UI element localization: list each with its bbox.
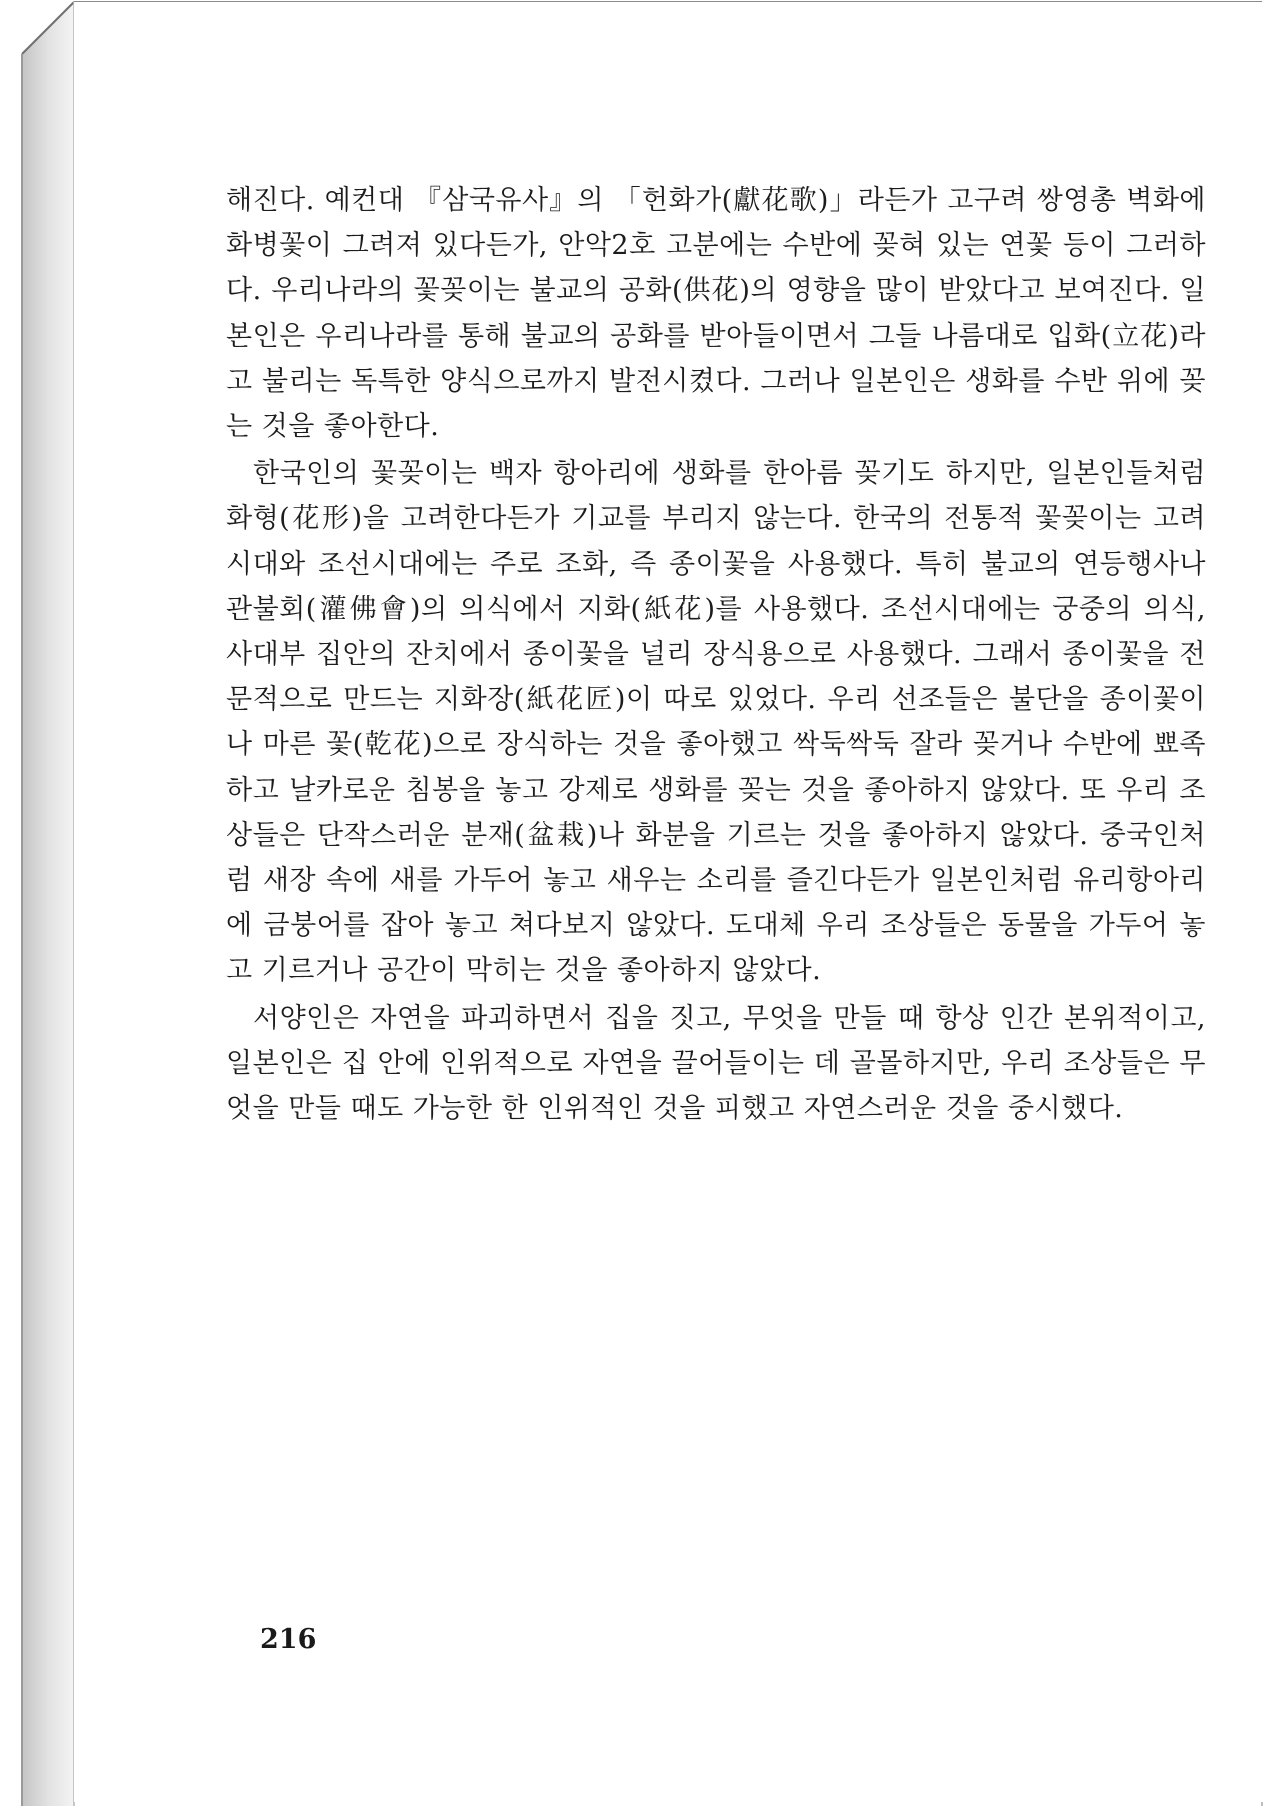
paragraph: 해진다. 예컨대 『삼국유사』의 「헌화가(獻花歌)」라든가 고구려 쌍영총 벽화에 화병꽃이 그려져 있다든가, 안악2호 고분에는 수반에 꽂혀 있는 연꽃 등이 그러하다. 우리나라의 꽃꽂이는 불교의 공화(供花)의 영향을 많이 받았다고 보여진다. 일본인은 우리나라를 통해 불교의 공화를 받아들이면서 그들 나름대로 입화(立花)라고 불리는 독특한 양식으로까지 발전시켰다. 그러나 일본인은 생화를 수반 위에 꽂는 것을 좋아한다.	[226, 185, 1206, 443]
book-page	[74, 2, 1264, 1802]
page-number: 216	[260, 1624, 317, 1655]
body-text	[226, 178, 1206, 1133]
paragraph: 서양인은 자연을 파괴하면서 집을 짓고, 무엇을 만들 때 항상 인간 본위적이고, 일본인은 집 안에 인위적으로 자연을 끌어들이는 데 골몰하지만, 우리 조상들은 무엇을 만들 때도 가능한 한 인위적인 것을 피했고 자연스러운 것을 중시했다.	[226, 1002, 1206, 1125]
paragraph: 한국인의 꽃꽂이는 백자 항아리에 생화를 한아름 꽂기도 하지만, 일본인들처럼 화형(花形)을 고려한다든가 기교를 부리지 않는다. 한국의 전통적 꽃꽂이는 고려시대와 조선시대에는 주로 조화, 즉 종이꽃을 사용했다. 특히 불교의 연등행사나 관불회(灌佛會)의 의식에서 지화(紙花)를 사용했다. 조선시대에는 궁중의 의식, 사대부 집안의 잔치에서 종이꽃을 널리 장식용으로 사용했다. 그래서 종이꽃을 전문적으로 만드는 지화장(紙花匠)이 따로 있었다. 우리 선조들은 불단을 종이꽃이나 마른 꽃(乾花)으로 장식하는 것을 좋아했고 싹둑싹둑 잘라 꽂거나 수반에 뾰족하고 날카로운 침봉을 놓고 강제로 생화를 꽂는 것을 좋아하지 않았다. 또 우리 조상들은 단작스러운 분재(盆栽)나 화분을 기르는 것을 좋아하지 않았다. 중국인처럼 새장 속에 새를 가두어 놓고 새우는 소리를 즐긴다든가 일본인처럼 유리항아리에 금붕어를 잡아 놓고 쳐다보지 않았다. 도대체 우리 조상들은 동물을 가두어 놓고 기르거나 공간이 막히는 것을 좋아하지 않았다.	[226, 458, 1206, 987]
